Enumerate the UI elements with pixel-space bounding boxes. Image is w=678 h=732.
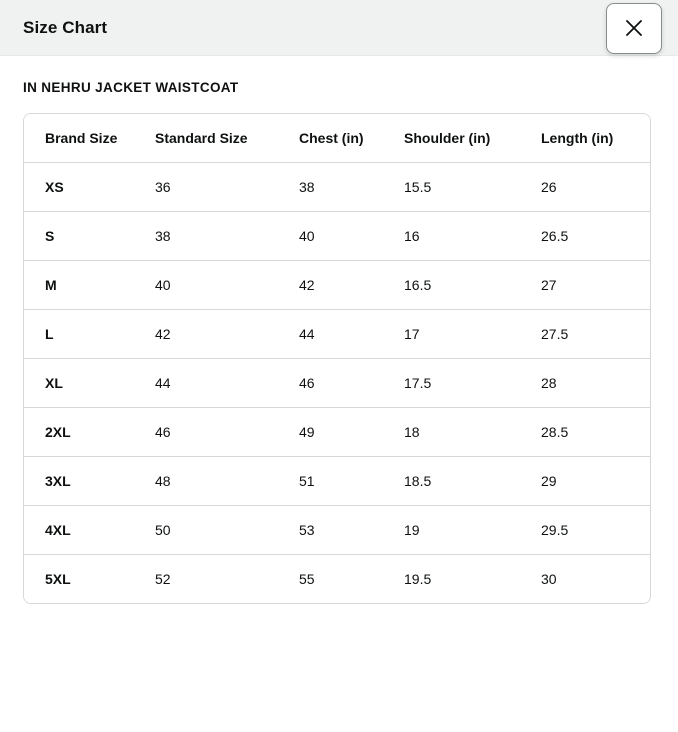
cell-shoulder: 19.5 xyxy=(383,555,520,604)
cell-length: 27 xyxy=(520,261,651,310)
cell-shoulder: 18.5 xyxy=(383,457,520,506)
cell-length: 26 xyxy=(520,163,651,212)
cell-brand-size: 5XL xyxy=(24,555,134,604)
cell-length: 29 xyxy=(520,457,651,506)
cell-standard-size: 52 xyxy=(134,555,278,604)
table-row xyxy=(24,408,651,457)
table-row xyxy=(24,261,651,310)
cell-length: 26.5 xyxy=(520,212,651,261)
cell-shoulder: 16 xyxy=(383,212,520,261)
cell-length: 27.5 xyxy=(520,310,651,359)
cell-chest: 53 xyxy=(278,506,383,555)
cell-standard-size: 50 xyxy=(134,506,278,555)
table-row xyxy=(24,555,651,604)
size-table xyxy=(24,114,651,603)
table-row xyxy=(24,359,651,408)
table-row xyxy=(24,212,651,261)
table-row xyxy=(24,506,651,555)
cell-chest: 55 xyxy=(278,555,383,604)
column-header-shoulder: Shoulder (in) xyxy=(383,114,520,163)
cell-standard-size: 48 xyxy=(134,457,278,506)
cell-length: 30 xyxy=(520,555,651,604)
table-row xyxy=(24,310,651,359)
column-header-brand-size: Brand Size xyxy=(24,114,134,163)
cell-shoulder: 19 xyxy=(383,506,520,555)
size-table-container xyxy=(23,113,651,604)
cell-chest: 44 xyxy=(278,310,383,359)
cell-brand-size: XS xyxy=(24,163,134,212)
close-icon xyxy=(622,16,646,40)
cell-standard-size: 36 xyxy=(134,163,278,212)
cell-brand-size: L xyxy=(24,310,134,359)
cell-chest: 46 xyxy=(278,359,383,408)
cell-brand-size: 4XL xyxy=(24,506,134,555)
cell-chest: 38 xyxy=(278,163,383,212)
cell-standard-size: 40 xyxy=(134,261,278,310)
column-header-chest: Chest (in) xyxy=(278,114,383,163)
modal-body xyxy=(0,56,678,604)
cell-chest: 40 xyxy=(278,212,383,261)
cell-length: 28.5 xyxy=(520,408,651,457)
cell-brand-size: XL xyxy=(24,359,134,408)
cell-chest: 49 xyxy=(278,408,383,457)
cell-shoulder: 16.5 xyxy=(383,261,520,310)
cell-brand-size: M xyxy=(24,261,134,310)
table-row xyxy=(24,163,651,212)
table-header-row xyxy=(24,114,651,163)
close-button[interactable] xyxy=(606,3,662,54)
cell-shoulder: 17 xyxy=(383,310,520,359)
column-header-standard-size: Standard Size xyxy=(134,114,278,163)
table-body xyxy=(24,163,651,604)
modal-header xyxy=(0,0,678,56)
cell-chest: 42 xyxy=(278,261,383,310)
cell-standard-size: 42 xyxy=(134,310,278,359)
cell-length: 29.5 xyxy=(520,506,651,555)
cell-brand-size: 2XL xyxy=(24,408,134,457)
table-row xyxy=(24,457,651,506)
cell-standard-size: 38 xyxy=(134,212,278,261)
cell-standard-size: 44 xyxy=(134,359,278,408)
table-head xyxy=(24,114,651,163)
cell-shoulder: 15.5 xyxy=(383,163,520,212)
cell-brand-size: 3XL xyxy=(24,457,134,506)
cell-chest: 51 xyxy=(278,457,383,506)
cell-length: 28 xyxy=(520,359,651,408)
column-header-length: Length (in) xyxy=(520,114,651,163)
cell-brand-size: S xyxy=(24,212,134,261)
size-chart-heading: IN NEHRU JACKET WAISTCOAT xyxy=(23,80,239,95)
cell-standard-size: 46 xyxy=(134,408,278,457)
page-title: Size Chart xyxy=(23,17,108,37)
cell-shoulder: 17.5 xyxy=(383,359,520,408)
cell-shoulder: 18 xyxy=(383,408,520,457)
